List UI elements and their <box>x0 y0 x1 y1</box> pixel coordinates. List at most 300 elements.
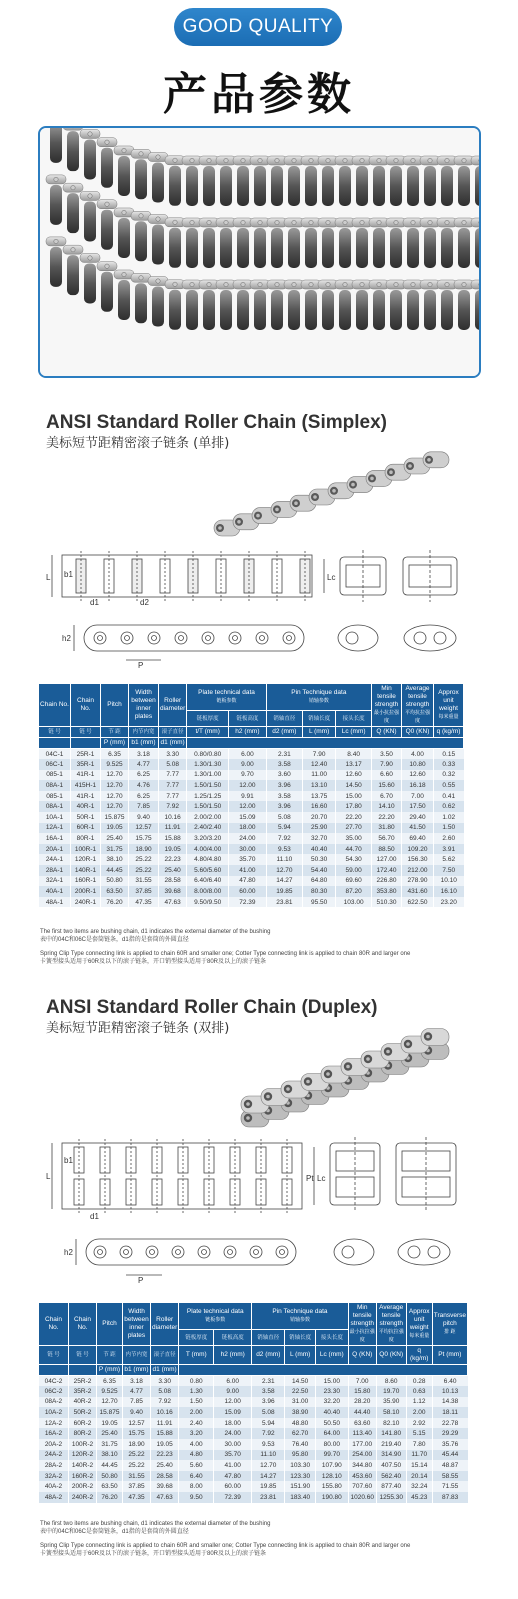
duplex-cell: 35R-2 <box>69 1386 97 1397</box>
simplex-cell: 7.85 <box>129 801 159 812</box>
duplex-cell: 48.80 <box>285 1418 316 1429</box>
duplex-cell: 48.87 <box>432 1460 467 1471</box>
dx-th-width: Width between inner plates <box>123 1303 151 1346</box>
th-avg-unit: Q0 (KN) <box>402 727 434 738</box>
simplex-table-row <box>39 770 464 781</box>
th-avg: Average tensile strength 平均抗拉强度 <box>402 684 434 727</box>
duplex-cell: 45.23 <box>406 1492 432 1503</box>
duplex-cell: 99.70 <box>315 1450 348 1461</box>
duplex-table-row <box>39 1471 468 1482</box>
duplex-cell: 0.28 <box>406 1376 432 1387</box>
simplex-cell: 109.20 <box>402 844 434 855</box>
duplex-table-row <box>39 1428 468 1439</box>
dx-dim-label-h2: h2 <box>64 1248 73 1257</box>
duplex-cell: 38.90 <box>285 1407 316 1418</box>
simplex-cell: 15.88 <box>159 833 187 844</box>
dx-th-spacer-b <box>69 1365 97 1376</box>
duplex-cell: 19.70 <box>376 1386 406 1397</box>
simplex-cell: 31.75 <box>101 844 129 855</box>
simplex-table-row <box>39 865 464 876</box>
simplex-cell: 12.57 <box>129 823 159 834</box>
duplex-cell: 24A-2 <box>39 1450 69 1461</box>
duplex-cell: 87.83 <box>432 1492 467 1503</box>
duplex-cell: 37.85 <box>123 1481 151 1492</box>
dx-th-weight-unit: q (kg/m) <box>406 1346 432 1365</box>
simplex-cell: 2.31 <box>266 749 302 760</box>
simplex-cell: 9.525 <box>101 759 129 770</box>
simplex-cell: 22.20 <box>372 812 402 823</box>
duplex-cell: 15.80 <box>348 1386 376 1397</box>
dx-th-avg-unit: Q0 (KN) <box>376 1346 406 1365</box>
simplex-cell: 38.10 <box>101 854 129 865</box>
th-pin-l: 销轴长度 <box>302 711 335 727</box>
duplex-cell: 14.38 <box>432 1397 467 1408</box>
simplex-cell: 31.55 <box>129 876 159 887</box>
simplex-cell: 12.00 <box>229 780 267 791</box>
simplex-cell: 2.00/2.00 <box>187 812 229 823</box>
duplex-cell: 7.80 <box>406 1439 432 1450</box>
th-chain-no2: Chain No. <box>71 684 101 727</box>
simplex-cell: 212.00 <box>402 865 434 876</box>
simplex-cell: 200R-1 <box>71 886 101 897</box>
th-plate-t-unit: t/T (mm) <box>187 727 229 738</box>
duplex-cell: 103.30 <box>285 1460 316 1471</box>
simplex-cell: 08A-1 <box>39 780 71 791</box>
duplex-cell: 9.53 <box>252 1439 285 1450</box>
simplex-cell: 12.70 <box>101 780 129 791</box>
simplex-cell: 24A-1 <box>39 854 71 865</box>
simplex-cell: 50.80 <box>101 876 129 887</box>
duplex-cell: 32.20 <box>315 1397 348 1408</box>
duplex-cell: 76.20 <box>97 1492 123 1503</box>
simplex-cell: 37.85 <box>129 886 159 897</box>
duplex-cell: 1.50 <box>179 1397 214 1408</box>
simplex-cell: 7.77 <box>159 780 187 791</box>
simplex-cell: 80.30 <box>302 886 335 897</box>
simplex-cell: 25.22 <box>129 854 159 865</box>
duplex-cell: 64.00 <box>315 1428 348 1439</box>
duplex-cell: 50R-2 <box>69 1407 97 1418</box>
simplex-cell: 41R-1 <box>71 791 101 802</box>
duplex-cell: 22.50 <box>285 1386 316 1397</box>
simplex-table-row <box>39 886 464 897</box>
dx-th-plate: Plate technical data 链板参数 <box>179 1303 252 1330</box>
duplex-cell: 44.40 <box>348 1407 376 1418</box>
duplex-cell: 24.00 <box>214 1428 252 1439</box>
simplex-cell: 41.50 <box>402 823 434 834</box>
duplex-cell: 63.60 <box>348 1418 376 1429</box>
duplex-cell: 4.00 <box>179 1439 214 1450</box>
simplex-cell: 50.30 <box>302 854 335 865</box>
simplex-cell: 7.77 <box>159 791 187 802</box>
simplex-dimension-diagram <box>38 545 478 670</box>
duplex-cell: 128.10 <box>315 1471 348 1482</box>
simplex-cell: 085-1 <box>39 791 71 802</box>
dx-dim-label-d1: d1 <box>90 1212 99 1221</box>
dim-label-P: P <box>138 661 144 670</box>
dx-th-chain-no2-cn: 链 号 <box>69 1346 97 1365</box>
simplex-cell: 30.00 <box>229 844 267 855</box>
simplex-cell: 29.40 <box>402 812 434 823</box>
simplex-cell: 32A-1 <box>39 876 71 887</box>
duplex-cell: 39.68 <box>151 1481 179 1492</box>
simplex-table-row <box>39 876 464 887</box>
simplex-cell: 12A-1 <box>39 823 71 834</box>
duplex-cell: 18.11 <box>432 1407 467 1418</box>
th-pin-d: 销轴直径 <box>266 711 302 727</box>
dx-th-roller-cn: 滚子直径 <box>151 1346 179 1365</box>
duplex-cell: 32.24 <box>406 1481 432 1492</box>
simplex-cell: 19.05 <box>159 844 187 855</box>
simplex-cell: 10.10 <box>434 876 464 887</box>
duplex-cell: 04C-2 <box>39 1376 69 1387</box>
duplex-cell: 7.92 <box>151 1397 179 1408</box>
duplex-cell: 11.70 <box>406 1450 432 1461</box>
duplex-spec-table <box>38 1302 468 1503</box>
duplex-cell: 2.40 <box>179 1418 214 1429</box>
duplex-cell: 47.80 <box>214 1471 252 1482</box>
dx-th-width-cn: 内节内宽 <box>123 1346 151 1365</box>
simplex-table-row <box>39 791 464 802</box>
chain-photo-illustration <box>40 128 481 378</box>
duplex-cell: 3.18 <box>123 1376 151 1387</box>
simplex-cell: 12.60 <box>402 770 434 781</box>
duplex-cell: 190.80 <box>315 1492 348 1503</box>
simplex-cell: 3.20/3.20 <box>187 833 229 844</box>
simplex-cell: 5.62 <box>434 854 464 865</box>
dx-th-plate-t-unit: T (mm) <box>179 1346 214 1365</box>
duplex-cell: 12.57 <box>123 1418 151 1429</box>
simplex-cell: 17.50 <box>402 801 434 812</box>
simplex-cell: 41R-1 <box>71 770 101 781</box>
duplex-cell: 35.76 <box>432 1439 467 1450</box>
th-plate-h: 链板高度 <box>229 711 267 727</box>
simplex-cell: 4.76 <box>129 780 159 791</box>
duplex-table-row <box>39 1397 468 1408</box>
th-roller-cn: 滚子直径 <box>159 727 187 738</box>
simplex-cell: 9.50/9.50 <box>187 897 229 908</box>
duplex-cell: 344.80 <box>348 1460 376 1471</box>
duplex-dimension-diagram <box>38 1135 478 1285</box>
simplex-note-en1: The first two items are bushing chain, d1 indicates the external diameter of the bushing <box>40 929 271 935</box>
dx-th-pin-d: 销轴直径 <box>252 1330 285 1346</box>
simplex-cell: 60.00 <box>229 886 267 897</box>
th-tensile: Min tensile strength 最小抗拉强度 <box>372 684 402 727</box>
dx-dim-label-L: L <box>46 1172 51 1181</box>
simplex-cell: 0.33 <box>434 759 464 770</box>
duplex-cell: 5.60 <box>179 1460 214 1471</box>
th-weight-unit: q (kg/m) <box>434 727 464 738</box>
th-pitch-cn: 节 距 <box>101 727 129 738</box>
simplex-cell: 3.58 <box>266 759 302 770</box>
simplex-cell: 87.20 <box>336 886 372 897</box>
dx-th-transverse-unit: Pt (mm) <box>432 1346 467 1365</box>
duplex-cell: 60R-2 <box>69 1418 97 1429</box>
simplex-table-row <box>39 823 464 834</box>
simplex-cell: 9.40 <box>129 812 159 823</box>
simplex-cell: 6.35 <box>101 749 129 760</box>
simplex-cell: 17.80 <box>336 801 372 812</box>
simplex-cell: 39.68 <box>159 886 187 897</box>
simplex-cell: 16.10 <box>434 886 464 897</box>
dim-label-h2: h2 <box>62 634 71 643</box>
simplex-cell: 0.32 <box>434 770 464 781</box>
simplex-cell: 9.70 <box>229 770 267 781</box>
duplex-title: ANSI Standard Roller Chain (Duplex) <box>46 997 378 1018</box>
duplex-cell: 3.20 <box>179 1428 214 1439</box>
duplex-cell: 10A-2 <box>39 1407 69 1418</box>
duplex-cell: 76.40 <box>285 1439 316 1450</box>
duplex-notes <box>40 1520 470 1558</box>
simplex-cell: 22.20 <box>336 812 372 823</box>
simplex-cell: 28A-1 <box>39 865 71 876</box>
simplex-table-row <box>39 854 464 865</box>
simplex-cell: 31.80 <box>372 823 402 834</box>
simplex-cell: 16A-1 <box>39 833 71 844</box>
duplex-cell: 29.29 <box>432 1428 467 1439</box>
duplex-cell: 25.22 <box>123 1450 151 1461</box>
simplex-cell: 7.92 <box>159 801 187 812</box>
duplex-cell: 9.40 <box>123 1407 151 1418</box>
simplex-cell: 0.80/0.80 <box>187 749 229 760</box>
dx-th-plate-t: 链板厚度 <box>179 1330 214 1346</box>
simplex-cell: 16.60 <box>302 801 335 812</box>
duplex-cell: 7.85 <box>123 1397 151 1408</box>
duplex-cell: 151.90 <box>285 1481 316 1492</box>
duplex-cell: 7.92 <box>252 1428 285 1439</box>
simplex-cell: 3.91 <box>434 844 464 855</box>
simplex-cell: 1.02 <box>434 812 464 823</box>
simplex-note-en2: Spring Clip Type connecting link is applied to chain 60R and smaller one; Cotter Type connecting link is applied to chain 80R and larger one <box>40 951 411 957</box>
duplex-cell: 15.09 <box>214 1407 252 1418</box>
duplex-cell: 2.00 <box>179 1407 214 1418</box>
simplex-cell: 278.90 <box>402 876 434 887</box>
duplex-cell: 120R-2 <box>69 1450 97 1461</box>
duplex-cell: 177.00 <box>348 1439 376 1450</box>
duplex-cell: 5.15 <box>406 1428 432 1439</box>
simplex-cell: 226.80 <box>372 876 402 887</box>
dx-th-pitch: Pitch <box>97 1303 123 1346</box>
dx-dim-label-P: P <box>138 1276 144 1285</box>
dx-th-weight: Approx unit weight 每米重量 <box>406 1303 432 1346</box>
simplex-cell: 41.00 <box>229 865 267 876</box>
simplex-cell: 6.40/6.40 <box>187 876 229 887</box>
duplex-cell: 9.525 <box>97 1386 123 1397</box>
th-pitch: Pitch <box>101 684 129 727</box>
simplex-cell: 44.45 <box>101 865 129 876</box>
th-roller-unit: d1 (mm) <box>159 738 187 749</box>
duplex-cell: 141.80 <box>376 1428 406 1439</box>
duplex-cell: 15.75 <box>123 1428 151 1439</box>
duplex-cell: 58.10 <box>376 1407 406 1418</box>
simplex-cell: 13.75 <box>302 791 335 802</box>
th-chain-no2-cn: 链 号 <box>71 727 101 738</box>
simplex-cell: 140R-1 <box>71 865 101 876</box>
duplex-cell: 19.85 <box>252 1481 285 1492</box>
simplex-cell: 5.08 <box>159 759 187 770</box>
simplex-cell: 3.50 <box>372 749 402 760</box>
dx-th-chain-no: Chain No. <box>39 1303 69 1346</box>
simplex-cell: 1.30/1.30 <box>187 759 229 770</box>
duplex-cell: 35.70 <box>214 1450 252 1461</box>
simplex-cell: 0.55 <box>434 780 464 791</box>
simplex-cell: 54.30 <box>336 854 372 865</box>
simplex-cell: 19.05 <box>101 823 129 834</box>
duplex-cell: 11.91 <box>151 1418 179 1429</box>
simplex-cell: 47.80 <box>229 876 267 887</box>
duplex-cell: 9.50 <box>179 1492 214 1503</box>
simplex-cell: 11.00 <box>302 770 335 781</box>
simplex-cell: 4.00 <box>402 749 434 760</box>
duplex-cell: 877.40 <box>376 1481 406 1492</box>
simplex-cell: 35R-1 <box>71 759 101 770</box>
duplex-cell: 6.40 <box>179 1471 214 1482</box>
simplex-table-row <box>39 844 464 855</box>
simplex-cell: 12.70 <box>101 791 129 802</box>
duplex-cell: 28.58 <box>151 1471 179 1482</box>
dx-th-pitch-unit: P (mm) <box>97 1365 123 1376</box>
simplex-cell: 12.00 <box>229 801 267 812</box>
duplex-cell: 95.80 <box>285 1450 316 1461</box>
simplex-cell: 14.50 <box>336 780 372 791</box>
simplex-cell: 3.58 <box>266 791 302 802</box>
simplex-cell: 25.40 <box>159 865 187 876</box>
duplex-table-row <box>39 1439 468 1450</box>
duplex-cell: 40.40 <box>315 1407 348 1418</box>
duplex-cell: 6.00 <box>214 1376 252 1387</box>
simplex-cell: 7.00 <box>402 791 434 802</box>
simplex-cell: 47.63 <box>159 897 187 908</box>
dim-label-Lc: Lc <box>327 573 336 582</box>
simplex-cell: 622.50 <box>402 897 434 908</box>
simplex-cell: 4.80/4.80 <box>187 854 229 865</box>
duplex-cell: 20.14 <box>406 1471 432 1482</box>
duplex-cell: 1.12 <box>406 1397 432 1408</box>
duplex-cell: 14.27 <box>252 1471 285 1482</box>
duplex-cell: 9.00 <box>214 1386 252 1397</box>
simplex-cell: 16.18 <box>402 780 434 791</box>
simplex-cell: 415H-1 <box>71 780 101 791</box>
simplex-chain-render <box>210 448 450 548</box>
duplex-cell: 14.50 <box>285 1376 316 1387</box>
simplex-cell: 9.53 <box>266 844 302 855</box>
duplex-cell: 41.00 <box>214 1460 252 1471</box>
duplex-cell: 314.90 <box>376 1450 406 1461</box>
duplex-cell: 20A-2 <box>39 1439 69 1450</box>
duplex-note-cn2: 卡簧型接头适用于60R及以下的滚子链条，开口销型接头适用于80R及以上的滚子链条 <box>40 1551 267 1557</box>
duplex-cell: 107.90 <box>315 1460 348 1471</box>
simplex-cell: 12.70 <box>101 770 129 781</box>
simplex-cell: 47.35 <box>129 897 159 908</box>
th-spacer <box>187 738 464 749</box>
duplex-cell: 19.05 <box>97 1418 123 1429</box>
duplex-cell: 19.05 <box>151 1439 179 1450</box>
simplex-cell: 14.27 <box>266 876 302 887</box>
simplex-cell: 11.10 <box>266 854 302 865</box>
duplex-cell: 23.81 <box>252 1492 285 1503</box>
duplex-cell: 48A-2 <box>39 1492 69 1503</box>
simplex-cell: 27.70 <box>336 823 372 834</box>
simplex-cell: 6.60 <box>372 770 402 781</box>
simplex-cell: 6.70 <box>372 791 402 802</box>
simplex-cell: 13.10 <box>302 780 335 791</box>
duplex-cell: 12A-2 <box>39 1418 69 1429</box>
simplex-cell: 3.96 <box>266 801 302 812</box>
dx-th-pin-lc: 接头长度 <box>315 1330 348 1346</box>
th-pitch-unit-spacer2 <box>71 738 101 749</box>
simplex-table-row <box>39 812 464 823</box>
simplex-table-row <box>39 749 464 760</box>
duplex-cell: 28A-2 <box>39 1460 69 1471</box>
th-roller: Roller diameter <box>159 684 187 727</box>
duplex-cell: 71.55 <box>432 1481 467 1492</box>
simplex-table-row <box>39 780 464 791</box>
simplex-cell: 11.91 <box>159 823 187 834</box>
duplex-table-row <box>39 1386 468 1397</box>
duplex-cell: 453.60 <box>348 1471 376 1482</box>
th-chain-no-cn: 链 号 <box>39 727 71 738</box>
simplex-cell: 120R-1 <box>71 854 101 865</box>
th-tensile-unit: Q (KN) <box>372 727 402 738</box>
simplex-spec-table <box>38 683 464 907</box>
dx-th-spacer <box>179 1365 468 1376</box>
simplex-cell: 15.75 <box>129 833 159 844</box>
simplex-cell: 15.875 <box>101 812 129 823</box>
simplex-cell: 59.00 <box>336 865 372 876</box>
simplex-cell: 7.50 <box>434 865 464 876</box>
duplex-cell: 25.22 <box>123 1460 151 1471</box>
simplex-cell: 15.00 <box>336 791 372 802</box>
simplex-cell: 88.50 <box>372 844 402 855</box>
simplex-cell: 6.00 <box>229 749 267 760</box>
duplex-table-row <box>39 1481 468 1492</box>
duplex-cell: 2.31 <box>252 1376 285 1387</box>
duplex-cell: 200R-2 <box>69 1481 97 1492</box>
simplex-cell: 15.60 <box>372 780 402 791</box>
simplex-cell: 8.40 <box>336 749 372 760</box>
duplex-cell: 0.63 <box>406 1386 432 1397</box>
simplex-cell: 1.50/1.50 <box>187 801 229 812</box>
simplex-cell: 2.40/2.40 <box>187 823 229 834</box>
duplex-cell: 219.40 <box>376 1439 406 1450</box>
simplex-notes <box>40 928 470 966</box>
simplex-cell: 32.70 <box>302 833 335 844</box>
simplex-cell: 54.40 <box>302 865 335 876</box>
simplex-cell: 2.60 <box>434 833 464 844</box>
duplex-cell: 25.40 <box>151 1460 179 1471</box>
dx-th-pin-l: 销轴长度 <box>285 1330 316 1346</box>
duplex-cell: 58.55 <box>432 1471 467 1482</box>
dim-label-d2: d2 <box>140 598 149 607</box>
th-pitch-unit: P (mm) <box>101 738 129 749</box>
simplex-cell: 0.62 <box>434 801 464 812</box>
duplex-cell: 15.00 <box>315 1376 348 1387</box>
duplex-cell: 1020.60 <box>348 1492 376 1503</box>
simplex-cell: 5.60/5.60 <box>187 865 229 876</box>
th-plate-h-unit: h2 (mm) <box>229 727 267 738</box>
simplex-cell: 15.09 <box>229 812 267 823</box>
duplex-cell: 08A-2 <box>39 1397 69 1408</box>
simplex-title: ANSI Standard Roller Chain (Simplex) <box>46 412 387 433</box>
duplex-cell: 18.00 <box>214 1418 252 1429</box>
simplex-cell: 50R-1 <box>71 812 101 823</box>
simplex-cell: 04C-1 <box>39 749 71 760</box>
simplex-cell: 4.00/4.00 <box>187 844 229 855</box>
dx-th-tensile: Min tensile strength 最小抗拉强度 <box>348 1303 376 1346</box>
simplex-cell: 69.60 <box>336 876 372 887</box>
duplex-cell: 18.90 <box>123 1439 151 1450</box>
simplex-cell: 13.17 <box>336 759 372 770</box>
